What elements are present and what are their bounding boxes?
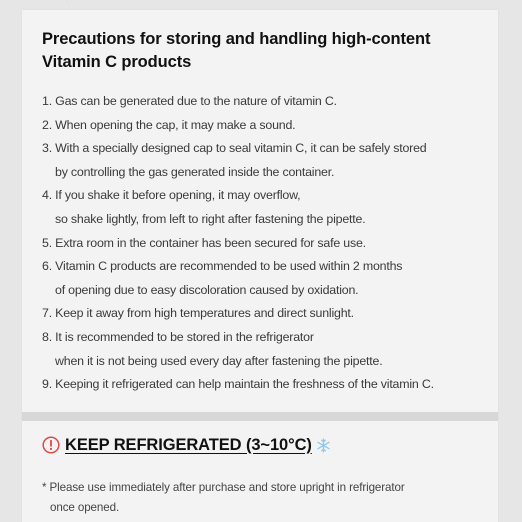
precaution-text: 8. It is recommended to be stored in the refrigerator xyxy=(42,329,314,344)
precaution-item xyxy=(42,255,492,302)
precaution-item xyxy=(42,90,492,114)
section-divider xyxy=(22,412,498,421)
precaution-text: 6. Vitamin C products are recommended to be used within 2 months xyxy=(42,259,403,274)
precaution-text: 5. Extra room in the container has been secured for safe use. xyxy=(42,235,366,250)
precaution-item xyxy=(42,302,492,326)
precaution-text-continued: by controlling the gas generated inside the container. xyxy=(55,164,335,179)
page-title xyxy=(42,28,492,74)
precaution-item xyxy=(42,373,492,397)
refrigerate-warning xyxy=(42,432,331,458)
precaution-item xyxy=(42,137,492,184)
precautions-card xyxy=(22,10,498,522)
precaution-text-continued: so shake lightly, from left to right after fastening the pipette. xyxy=(55,211,366,226)
precaution-text: 3. With a specially designed cap to seal vitamin C, it can be safely stored xyxy=(42,141,427,156)
precautions-list xyxy=(42,90,492,397)
precaution-text-continued: of opening due to easy discoloration caused by oxidation. xyxy=(55,282,359,297)
warning-text: KEEP REFRIGERATED (3~10°C) xyxy=(65,435,312,454)
precaution-text: 4. If you shake it before opening, it may overflow, xyxy=(42,188,301,203)
precaution-text-continued: when it is not being used every day after fastening the pipette. xyxy=(55,353,383,368)
precaution-item xyxy=(42,184,492,231)
precaution-item xyxy=(42,114,492,138)
exclamation-circle-icon xyxy=(42,436,60,454)
snowflake-icon xyxy=(316,438,331,453)
storage-note xyxy=(42,478,482,518)
precaution-item xyxy=(42,326,492,373)
title-line-2: Vitamin C products xyxy=(42,53,192,71)
precaution-text: 1. Gas can be generated due to the nature of vitamin C. xyxy=(42,94,337,108)
precaution-text: 2. When opening the cap, it may make a sound. xyxy=(42,117,296,132)
precaution-text: 7. Keep it away from high temperatures and direct sunlight. xyxy=(42,306,354,321)
precaution-item xyxy=(42,232,492,256)
precaution-text: 9. Keeping it refrigerated can help maintain the freshness of the vitamin C. xyxy=(42,377,434,392)
note-line-2: once opened. xyxy=(50,501,120,514)
note-line-1: * Please use immediately after purchase and store upright in refrigerator xyxy=(42,481,405,494)
title-line-1: Precautions for storing and handling high-content xyxy=(42,30,431,48)
